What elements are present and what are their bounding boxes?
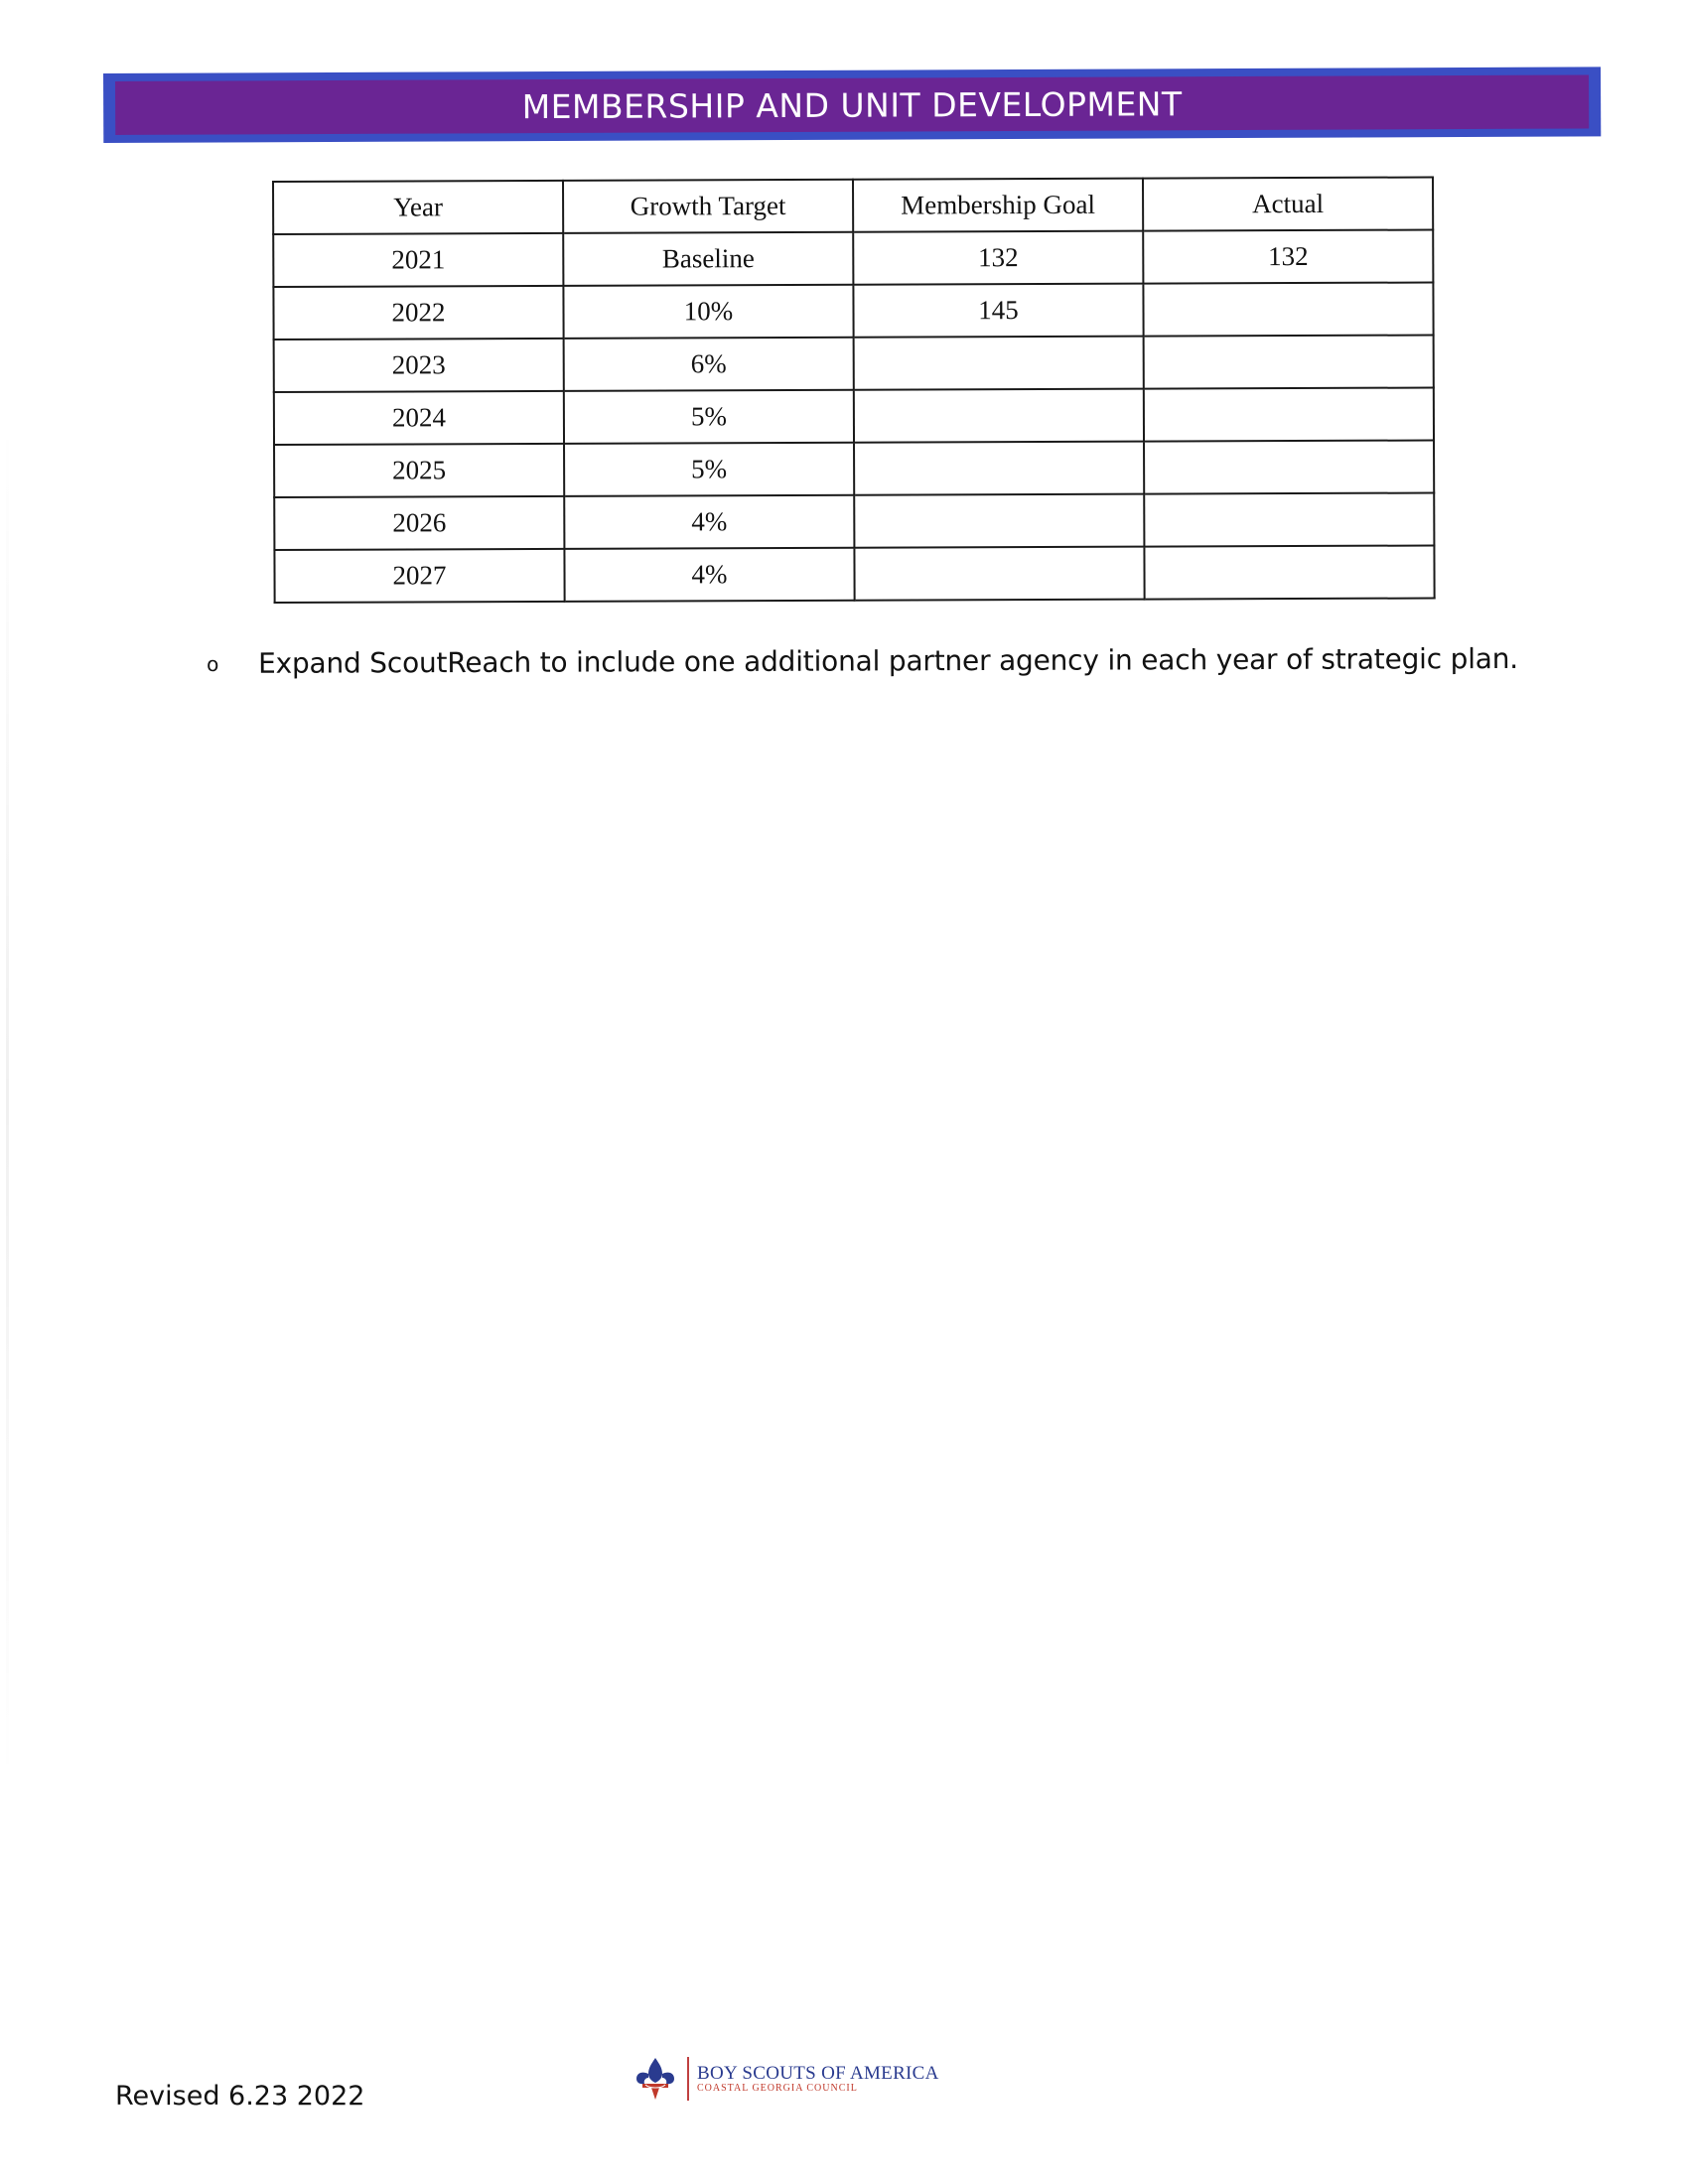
table-row: [274, 388, 1434, 445]
cell-year: 2022: [273, 286, 563, 340]
cell-membership-goal: [854, 547, 1144, 601]
table-row: [274, 441, 1434, 497]
cell-growth-target: Baseline: [563, 232, 853, 286]
logo-org-name: BOY SCOUTS OF AMERICA: [697, 2062, 939, 2084]
cell-growth-target: 5%: [564, 443, 854, 496]
header-growth-target: Growth Target: [563, 180, 853, 233]
list-item: [207, 642, 1518, 680]
logo-text: [697, 2064, 939, 2094]
cell-membership-goal: 145: [853, 284, 1143, 338]
hollow-bullet-icon: o: [207, 651, 219, 676]
section-banner-inner: [115, 74, 1589, 134]
table-row: [274, 493, 1434, 550]
cell-actual: [1144, 388, 1434, 442]
table-row: [273, 283, 1433, 340]
header-membership-goal: Membership Goal: [853, 179, 1143, 232]
cell-year: 2023: [274, 339, 564, 392]
cell-growth-target: 10%: [563, 285, 853, 339]
cell-membership-goal: [854, 494, 1144, 548]
section-banner: [103, 67, 1601, 143]
cell-growth-target: 5%: [564, 390, 854, 444]
logo-council-name: COASTAL GEORGIA COUNCIL: [697, 2082, 858, 2094]
cell-year: 2024: [274, 391, 564, 445]
cell-actual: [1143, 283, 1433, 337]
bsa-council-logo: [632, 2055, 939, 2103]
bullet-text: Expand ScoutReach to include one additional partner agency in each year of strategic plan.: [257, 641, 1519, 680]
cell-growth-target: 6%: [564, 338, 854, 391]
cell-membership-goal: 132: [853, 231, 1143, 285]
membership-table-wrapper: [272, 177, 1436, 604]
section-title: MEMBERSHIP AND UNIT DEVELOPMENT: [521, 83, 1183, 126]
cell-membership-goal: [854, 337, 1144, 390]
scan-edge-shadow: [6, 417, 9, 1787]
cell-actual: [1144, 336, 1434, 389]
cell-year: 2025: [274, 444, 564, 497]
logo-divider: [687, 2057, 689, 2101]
cell-membership-goal: [854, 442, 1144, 495]
table-row: [273, 230, 1433, 287]
cell-actual: [1144, 546, 1434, 600]
header-year: Year: [273, 181, 563, 234]
cell-membership-goal: [854, 389, 1144, 443]
header-actual: Actual: [1143, 178, 1433, 231]
cell-year: 2026: [274, 496, 564, 550]
table-row: [274, 546, 1434, 603]
membership-goals-table: [272, 177, 1436, 604]
cell-year: 2021: [273, 233, 563, 287]
revision-date: Revised 6.23 2022: [115, 2081, 365, 2112]
fleur-de-lis-icon: [632, 2055, 679, 2103]
cell-actual: [1144, 493, 1434, 547]
cell-growth-target: 4%: [564, 548, 854, 602]
cell-actual: [1144, 441, 1434, 494]
table-header-row: [273, 178, 1433, 234]
cell-year: 2027: [274, 549, 564, 603]
cell-actual: 132: [1143, 230, 1433, 284]
cell-growth-target: 4%: [564, 495, 854, 549]
table-row: [274, 336, 1434, 392]
